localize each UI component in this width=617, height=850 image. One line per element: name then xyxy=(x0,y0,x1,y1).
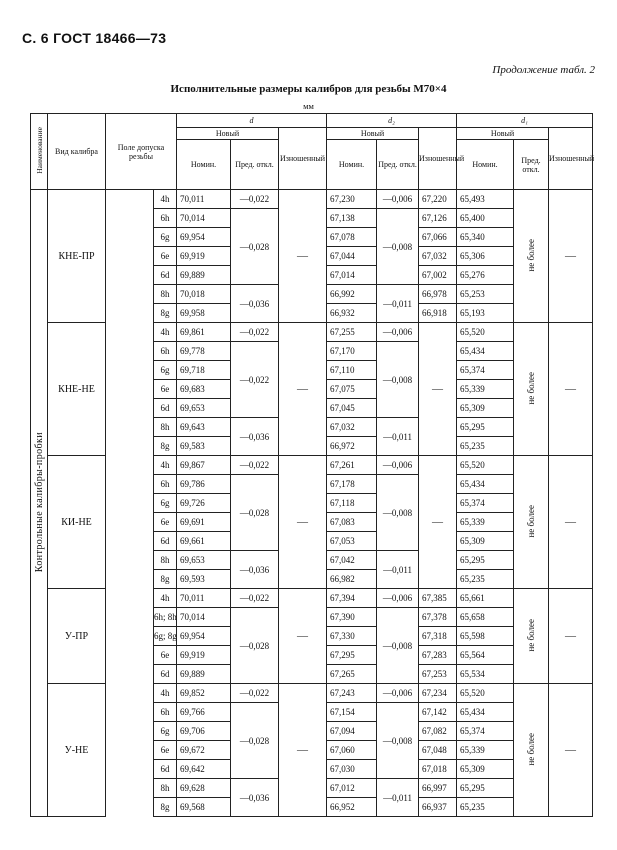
d-nominal-cell: 69,786 xyxy=(177,475,231,494)
d2-nominal-cell: 67,178 xyxy=(327,475,377,494)
tolerance-cell: 6e xyxy=(154,741,177,760)
tolerance-cell: 6d xyxy=(154,665,177,684)
d-nominal-cell: 69,726 xyxy=(177,494,231,513)
d2-deviation-cell: —0,008 xyxy=(377,703,419,779)
d1-nominal-cell: 65,661 xyxy=(457,589,514,608)
d2-worn-cell: 67,126 xyxy=(419,209,457,228)
table-continuation-note: Продолжение табл. 2 xyxy=(492,64,595,76)
tolerance-cell: 4h xyxy=(154,589,177,608)
col-d1-deviation-header: Пред. откл. xyxy=(514,140,549,190)
d1-nominal-cell: 65,434 xyxy=(457,342,514,361)
d2-worn-cell: 67,032 xyxy=(419,247,457,266)
col-d1-header: d₁ xyxy=(457,114,593,128)
d2-nominal-cell: 67,170 xyxy=(327,342,377,361)
col-d-header: d xyxy=(177,114,327,128)
tolerance-cell: 4h xyxy=(154,684,177,703)
d2-worn-cell: 67,142 xyxy=(419,703,457,722)
tolerance-cell: 6e xyxy=(154,247,177,266)
d1-nominal-cell: 65,493 xyxy=(457,190,514,209)
side-label: Контрольные калибры-пробки xyxy=(33,431,45,573)
d-nominal-cell: 69,593 xyxy=(177,570,231,589)
not-more-label: не более xyxy=(526,371,537,405)
d-nominal-cell: 69,583 xyxy=(177,437,231,456)
d2-nominal-cell: 67,078 xyxy=(327,228,377,247)
d-nominal-cell: 69,766 xyxy=(177,703,231,722)
d2-deviation-cell: —0,008 xyxy=(377,475,419,551)
d-deviation-cell: —0,028 xyxy=(231,608,279,684)
d2-deviation-cell: —0,011 xyxy=(377,418,419,456)
d2-nominal-cell: 67,261 xyxy=(327,456,377,475)
d1-nominal-cell: 65,658 xyxy=(457,608,514,627)
d1-nominal-cell: 65,434 xyxy=(457,475,514,494)
col-d-deviation-header: Пред. откл. xyxy=(231,140,279,190)
d2-nominal-cell: 67,042 xyxy=(327,551,377,570)
d2-worn-cell: 67,002 xyxy=(419,266,457,285)
d1-nominal-cell: 65,374 xyxy=(457,494,514,513)
d1-worn-cell: — xyxy=(549,323,593,456)
gauge-type-cell: У-ПР xyxy=(48,589,106,684)
d-nominal-cell: 69,867 xyxy=(177,456,231,475)
d2-worn-cell: 67,048 xyxy=(419,741,457,760)
d-worn-cell: — xyxy=(279,323,327,456)
tolerance-cell: 6g; 8g xyxy=(154,627,177,646)
tolerance-cell: 8h xyxy=(154,418,177,437)
gauge-type-cell: КИ-НЕ xyxy=(48,456,106,589)
d2-deviation-cell: —0,006 xyxy=(377,684,419,703)
d1-nominal-cell: 65,520 xyxy=(457,323,514,342)
d-nominal-cell: 69,919 xyxy=(177,646,231,665)
d1-worn-cell: — xyxy=(549,456,593,589)
d1-nominal-cell: 65,374 xyxy=(457,361,514,380)
d-deviation-cell: —0,036 xyxy=(231,779,279,817)
d1-worn-cell: — xyxy=(549,589,593,684)
d2-worn-cell: 67,018 xyxy=(419,760,457,779)
d-nominal-cell: 69,718 xyxy=(177,361,231,380)
table-title: Исполнительные размеры калибров для резьбы М70×4 xyxy=(170,83,447,95)
d2-nominal-cell: 67,014 xyxy=(327,266,377,285)
d2-nominal-cell: 67,094 xyxy=(327,722,377,741)
d-nominal-cell: 69,683 xyxy=(177,380,231,399)
d-nominal-cell: 69,653 xyxy=(177,399,231,418)
not-more-label: не более xyxy=(526,504,537,538)
d2-nominal-cell: 67,265 xyxy=(327,665,377,684)
d-nominal-cell: 70,011 xyxy=(177,190,231,209)
d-deviation-cell: —0,022 xyxy=(231,684,279,703)
d2-nominal-cell: 67,075 xyxy=(327,380,377,399)
d-nominal-cell: 69,672 xyxy=(177,741,231,760)
d1-nominal-cell: 65,520 xyxy=(457,456,514,475)
d1-nominal-cell: 65,434 xyxy=(457,703,514,722)
col-d-new-header: Новый xyxy=(177,128,279,140)
tolerance-cell: 8g xyxy=(154,437,177,456)
d2-deviation-cell: —0,006 xyxy=(377,456,419,475)
d-worn-cell: — xyxy=(279,190,327,323)
d2-deviation-cell: —0,011 xyxy=(377,285,419,323)
d1-nominal-cell: 65,276 xyxy=(457,266,514,285)
d-nominal-cell: 69,954 xyxy=(177,627,231,646)
d1-nominal-cell: 65,309 xyxy=(457,532,514,551)
col-gauge-type-header: Вид калибра xyxy=(48,114,106,190)
col-d2-deviation-header: Пред. откл. xyxy=(377,140,419,190)
tolerance-cell: 6h xyxy=(154,209,177,228)
d2-nominal-cell: 67,083 xyxy=(327,513,377,532)
d-nominal-cell: 69,653 xyxy=(177,551,231,570)
d2-worn-cell: 67,234 xyxy=(419,684,457,703)
d2-nominal-cell: 67,060 xyxy=(327,741,377,760)
tolerance-cell: 6d xyxy=(154,399,177,418)
tolerance-cell: 6g xyxy=(154,722,177,741)
d1-deviation-cell xyxy=(514,456,549,589)
d2-nominal-cell: 67,390 xyxy=(327,608,377,627)
d-deviation-cell: —0,028 xyxy=(231,703,279,779)
d2-worn-cell: — xyxy=(419,456,457,589)
d2-deviation-cell: —0,011 xyxy=(377,551,419,589)
col-d-worn-header: Изношенный xyxy=(279,128,327,190)
d-nominal-cell: 70,014 xyxy=(177,608,231,627)
d1-nominal-cell: 65,374 xyxy=(457,722,514,741)
page-header: С. 6 ГОСТ 18466—73 xyxy=(22,30,167,46)
d-nominal-cell: 69,861 xyxy=(177,323,231,342)
d2-nominal-cell: 67,012 xyxy=(327,779,377,798)
d2-nominal-cell: 66,952 xyxy=(327,798,377,817)
d2-nominal-cell: 67,330 xyxy=(327,627,377,646)
tolerance-cell: 4h xyxy=(154,456,177,475)
col-d2-new-header: Новый xyxy=(327,128,419,140)
tolerance-cell: 4h xyxy=(154,190,177,209)
d-nominal-cell: 69,954 xyxy=(177,228,231,247)
d2-nominal-cell: 67,243 xyxy=(327,684,377,703)
d1-deviation-cell xyxy=(514,589,549,684)
d1-nominal-cell: 65,598 xyxy=(457,627,514,646)
col-d2-worn-header: Изношенный xyxy=(419,128,457,190)
d-nominal-cell: 69,919 xyxy=(177,247,231,266)
d2-deviation-cell: —0,008 xyxy=(377,209,419,285)
d1-nominal-cell: 65,253 xyxy=(457,285,514,304)
d2-nominal-cell: 67,230 xyxy=(327,190,377,209)
d-nominal-cell: 70,018 xyxy=(177,285,231,304)
d2-deviation-cell: —0,006 xyxy=(377,190,419,209)
d2-worn-cell: 67,378 xyxy=(419,608,457,627)
d-nominal-cell: 69,642 xyxy=(177,760,231,779)
d2-nominal-cell: 66,932 xyxy=(327,304,377,323)
d2-nominal-cell: 67,255 xyxy=(327,323,377,342)
tolerance-cell: 6e xyxy=(154,380,177,399)
d-worn-cell: — xyxy=(279,589,327,684)
d2-worn-cell: 66,918 xyxy=(419,304,457,323)
d-nominal-cell: 69,889 xyxy=(177,665,231,684)
tolerance-cell: 6h xyxy=(154,342,177,361)
d-deviation-cell: —0,036 xyxy=(231,285,279,323)
d2-nominal-cell: 67,110 xyxy=(327,361,377,380)
d1-worn-cell: — xyxy=(549,190,593,323)
d2-deviation-cell: —0,006 xyxy=(377,589,419,608)
d1-nominal-cell: 65,309 xyxy=(457,399,514,418)
d2-worn-cell: 67,253 xyxy=(419,665,457,684)
d1-nominal-cell: 65,339 xyxy=(457,380,514,399)
table-row xyxy=(31,589,593,608)
col-d2-header: d₂ xyxy=(327,114,457,128)
d1-nominal-cell: 65,564 xyxy=(457,646,514,665)
table-row xyxy=(31,456,593,475)
side-label-cell xyxy=(31,190,48,817)
d-nominal-cell: 69,778 xyxy=(177,342,231,361)
d1-nominal-cell: 65,520 xyxy=(457,684,514,703)
d1-deviation-cell xyxy=(514,684,549,817)
tolerance-spacer-cell xyxy=(106,456,154,589)
d1-nominal-cell: 65,339 xyxy=(457,513,514,532)
gauge-type-cell: У-НЕ xyxy=(48,684,106,817)
d-nominal-cell: 69,661 xyxy=(177,532,231,551)
d1-nominal-cell: 65,295 xyxy=(457,779,514,798)
d-deviation-cell: —0,028 xyxy=(231,475,279,551)
d2-nominal-cell: 67,030 xyxy=(327,760,377,779)
d2-deviation-cell: —0,011 xyxy=(377,779,419,817)
d2-worn-cell: 66,937 xyxy=(419,798,457,817)
d1-nominal-cell: 65,309 xyxy=(457,760,514,779)
d-nominal-cell: 69,568 xyxy=(177,798,231,817)
d1-nominal-cell: 65,339 xyxy=(457,741,514,760)
d-nominal-cell: 69,628 xyxy=(177,779,231,798)
tolerance-cell: 8g xyxy=(154,570,177,589)
tolerance-spacer-cell xyxy=(106,684,154,817)
tolerance-cell: 6d xyxy=(154,760,177,779)
d2-worn-cell: 66,997 xyxy=(419,779,457,798)
d2-deviation-cell: —0,008 xyxy=(377,342,419,418)
table-row xyxy=(31,323,593,342)
d2-worn-cell: 67,283 xyxy=(419,646,457,665)
tolerance-cell: 6h xyxy=(154,703,177,722)
d2-worn-cell: 67,385 xyxy=(419,589,457,608)
d-worn-cell: — xyxy=(279,456,327,589)
d2-nominal-cell: 66,982 xyxy=(327,570,377,589)
tolerance-cell: 8h xyxy=(154,551,177,570)
col-d-nominal-header: Номин. xyxy=(177,140,231,190)
tolerance-cell: 6h xyxy=(154,475,177,494)
not-more-label: не более xyxy=(526,238,537,272)
d2-nominal-cell: 67,118 xyxy=(327,494,377,513)
d-nominal-cell: 69,852 xyxy=(177,684,231,703)
tolerance-cell: 4h xyxy=(154,323,177,342)
tolerance-spacer-cell xyxy=(106,323,154,456)
tolerance-cell: 8g xyxy=(154,798,177,817)
d2-worn-cell: 67,220 xyxy=(419,190,457,209)
tolerance-spacer-cell xyxy=(106,190,154,323)
d-nominal-cell: 69,643 xyxy=(177,418,231,437)
tolerance-cell: 8h xyxy=(154,285,177,304)
d-nominal-cell: 69,958 xyxy=(177,304,231,323)
d1-nominal-cell: 65,295 xyxy=(457,418,514,437)
tolerance-cell: 6d xyxy=(154,532,177,551)
tolerance-cell: 6d xyxy=(154,266,177,285)
d-nominal-cell: 70,011 xyxy=(177,589,231,608)
tolerance-cell: 6e xyxy=(154,513,177,532)
col-tolerance-field-header: Поле допуска резьбы xyxy=(106,114,177,190)
gauge-type-cell: КНЕ-НЕ xyxy=(48,323,106,456)
col-d1-nominal-header: Номин. xyxy=(457,140,514,190)
d-nominal-cell: 70,014 xyxy=(177,209,231,228)
tolerance-cell: 8h xyxy=(154,779,177,798)
d2-nominal-cell: 67,394 xyxy=(327,589,377,608)
d2-worn-cell: 67,066 xyxy=(419,228,457,247)
d2-nominal-cell: 66,992 xyxy=(327,285,377,304)
d1-nominal-cell: 65,340 xyxy=(457,228,514,247)
d2-worn-cell: 67,318 xyxy=(419,627,457,646)
d-deviation-cell: —0,022 xyxy=(231,190,279,209)
d1-nominal-cell: 65,306 xyxy=(457,247,514,266)
tolerance-spacer-cell xyxy=(106,589,154,684)
d2-nominal-cell: 67,045 xyxy=(327,399,377,418)
d2-nominal-cell: 67,154 xyxy=(327,703,377,722)
d2-nominal-cell: 67,032 xyxy=(327,418,377,437)
d-deviation-cell: —0,036 xyxy=(231,418,279,456)
tolerance-cell: 6h; 8h xyxy=(154,608,177,627)
d-deviation-cell: —0,022 xyxy=(231,342,279,418)
d2-nominal-cell: 67,138 xyxy=(327,209,377,228)
table-row xyxy=(31,190,593,209)
d2-nominal-cell: 67,295 xyxy=(327,646,377,665)
d-deviation-cell: —0,028 xyxy=(231,209,279,285)
table-unit: мм xyxy=(303,101,314,111)
tolerance-cell: 6g xyxy=(154,361,177,380)
d1-nominal-cell: 65,193 xyxy=(457,304,514,323)
d1-nominal-cell: 65,534 xyxy=(457,665,514,684)
d2-worn-cell: 66,978 xyxy=(419,285,457,304)
d2-deviation-cell: —0,006 xyxy=(377,323,419,342)
d1-nominal-cell: 65,235 xyxy=(457,437,514,456)
d1-nominal-cell: 65,400 xyxy=(457,209,514,228)
not-more-label: не более xyxy=(526,732,537,766)
d-deviation-cell: —0,022 xyxy=(231,456,279,475)
col-d1-worn-header: Изношенный xyxy=(549,128,593,190)
d2-nominal-cell: 66,972 xyxy=(327,437,377,456)
d-deviation-cell: —0,022 xyxy=(231,589,279,608)
d1-deviation-cell xyxy=(514,323,549,456)
table-body xyxy=(31,190,593,817)
d-nominal-cell: 69,706 xyxy=(177,722,231,741)
d2-nominal-cell: 67,044 xyxy=(327,247,377,266)
d1-worn-cell: — xyxy=(549,684,593,817)
gauge-type-cell: КНЕ-ПР xyxy=(48,190,106,323)
d1-nominal-cell: 65,235 xyxy=(457,798,514,817)
col-name-header: Наименование xyxy=(31,114,48,190)
d1-nominal-cell: 65,295 xyxy=(457,551,514,570)
d-nominal-cell: 69,691 xyxy=(177,513,231,532)
table-row xyxy=(31,684,593,703)
d1-deviation-cell xyxy=(514,190,549,323)
d2-worn-cell: — xyxy=(419,323,457,456)
d2-worn-cell: 67,082 xyxy=(419,722,457,741)
d1-nominal-cell: 65,235 xyxy=(457,570,514,589)
d2-nominal-cell: 67,053 xyxy=(327,532,377,551)
gauge-dimensions-table xyxy=(30,113,593,817)
d2-deviation-cell: —0,008 xyxy=(377,608,419,684)
d-worn-cell: — xyxy=(279,684,327,817)
tolerance-cell: 6g xyxy=(154,494,177,513)
col-d2-nominal-header: Номин. xyxy=(327,140,377,190)
d-nominal-cell: 69,889 xyxy=(177,266,231,285)
tolerance-cell: 6e xyxy=(154,646,177,665)
tolerance-cell: 8g xyxy=(154,304,177,323)
tolerance-cell: 6g xyxy=(154,228,177,247)
not-more-label: не более xyxy=(526,618,537,652)
d-deviation-cell: —0,022 xyxy=(231,323,279,342)
d-deviation-cell: —0,036 xyxy=(231,551,279,589)
col-d1-new-header: Новый xyxy=(457,128,549,140)
